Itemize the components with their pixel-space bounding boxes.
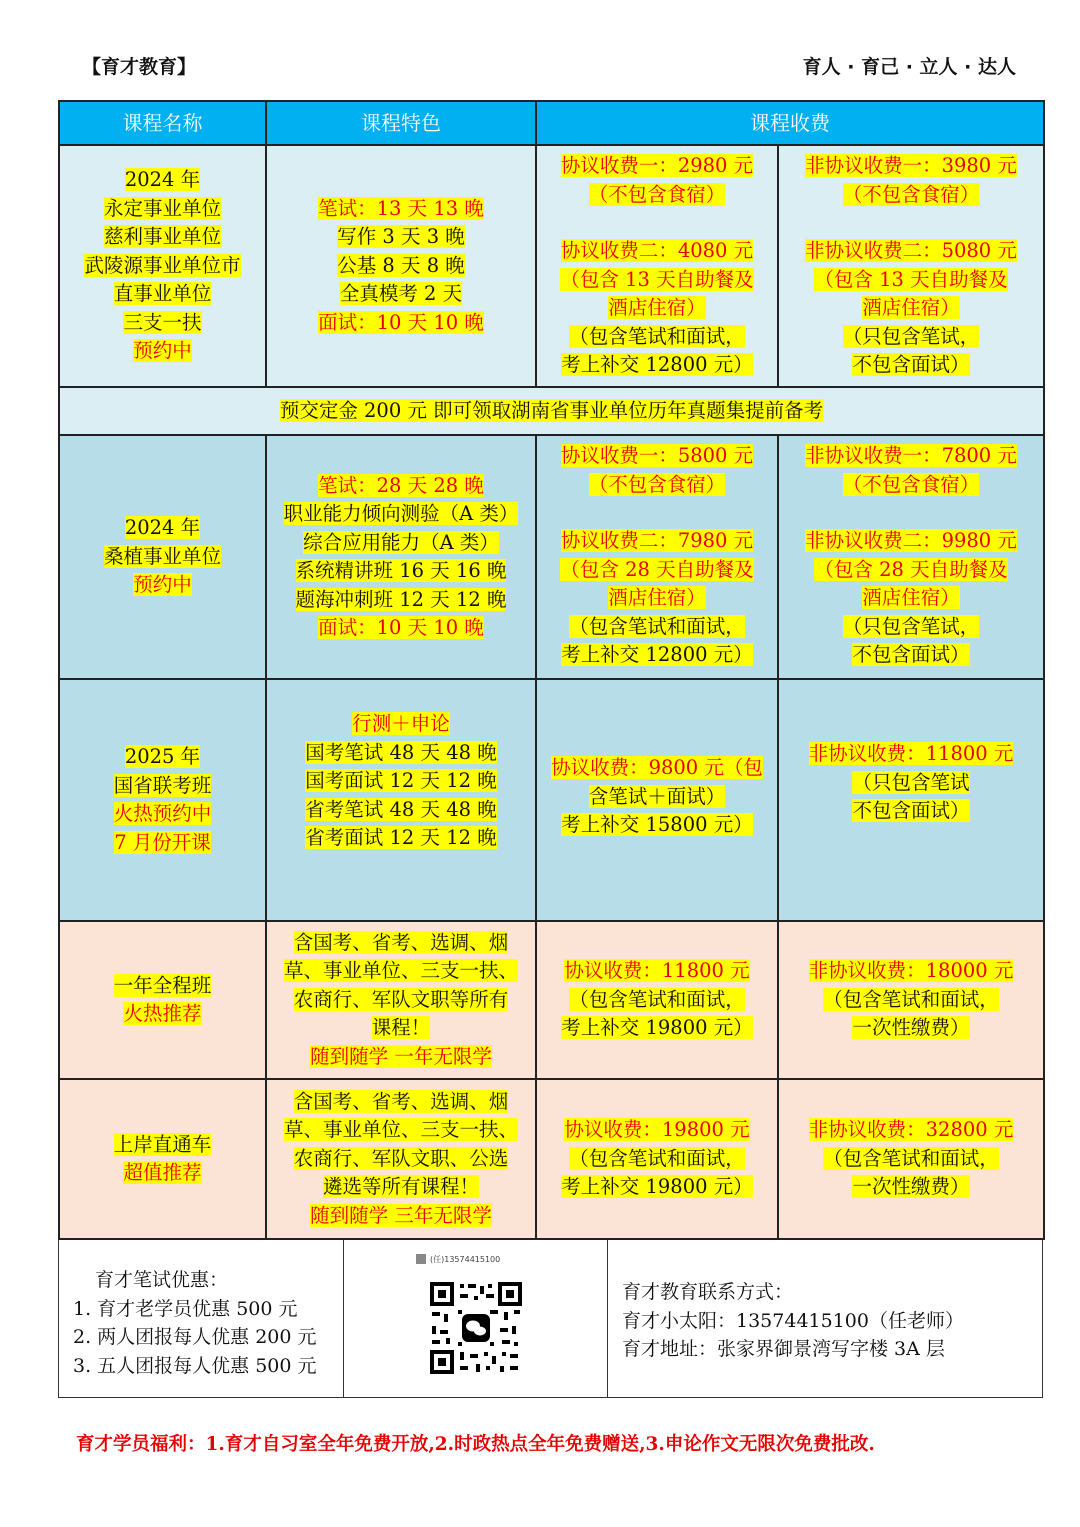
fee-non-agreement-cell: 非协议收费：11800 元 （只包含笔试 不包含面试） xyxy=(778,679,1044,921)
course-feature-cell: 行测＋申论 国考笔试 48 天 48 晚 国考面试 12 天 12 晚 省考笔试 48 天 48 晚 省考面试 12 天 12 晚 xyxy=(266,679,536,921)
discount-item: 2. 两人团报每人优惠 200 元 xyxy=(73,1326,317,1348)
brand-label: 【育才教育】 xyxy=(82,56,197,78)
course-name-cell: 2024 年 永定事业单位 慈利事业单位 武陵源事业单位市 直事业单位 三支一扶 预约中 xyxy=(59,145,266,387)
table-row xyxy=(59,921,1044,1079)
course-name-cell: 2024 年 桑植事业单位 预约中 xyxy=(59,435,266,679)
avatar xyxy=(416,1254,426,1264)
footer-info-panel xyxy=(58,1240,1043,1398)
deposit-notice: 预交定金 200 元 即可领取湖南省事业单位历年真题集提前备考 xyxy=(59,387,1044,435)
course-name-cell: 上岸直通车 超值推荐 xyxy=(59,1079,266,1239)
table-row xyxy=(59,145,1044,387)
table-row xyxy=(59,679,1044,921)
contact-title: 育才教育联系方式： xyxy=(622,1281,794,1303)
status-badge: 火热推荐 xyxy=(123,1002,202,1025)
discount-item: 3. 五人团报每人优惠 500 元 xyxy=(73,1354,317,1377)
motto-label: 育人 · 育己 · 立人 · 达人 xyxy=(802,56,1016,78)
table-row xyxy=(59,435,1044,679)
fee-non-agreement-cell: 非协议收费：18000 元 （包含笔试和面试， 一次性缴费） xyxy=(778,921,1044,1079)
fee-non-agreement-cell: 非协议收费：32800 元 （包含笔试和面试， 一次性缴费） xyxy=(778,1079,1044,1239)
contact-phone: 育才小太阳：13574415100（任老师） xyxy=(622,1309,964,1332)
course-name-cell: 一年全程班 火热推荐 xyxy=(59,921,266,1079)
status-badge: 超值推荐 xyxy=(123,1161,202,1184)
student-welfare-text: 育才学员福利：1.育才自习室全年免费开放,2.时政热点全年免费赠送,3.申论作文无限次免费批改. xyxy=(76,1434,875,1455)
discount-title: 育才笔试优惠： xyxy=(95,1269,229,1291)
contact-section xyxy=(608,1240,1042,1397)
qr-caption: (任)13574415100 xyxy=(430,1255,501,1264)
discount-section xyxy=(59,1240,344,1397)
status-badge: 预约中 xyxy=(133,573,192,597)
fee-agreement-cell: 协议收费一：5800 元 （不包含食宿） 协议收费二：7980 元 （包含 28 天自助餐及 酒店住宿） （包含笔试和面试， 考上补交 12800 元） xyxy=(536,435,778,679)
course-feature-cell: 含国考、省考、选调、烟 草、事业单位、三支一扶、 农商行、军队文职、公选 遴选等所有课程！ 随到随学 三年无限学 xyxy=(266,1079,536,1239)
fee-agreement-cell: 协议收费一：2980 元 （不包含食宿） 协议收费二：4080 元 （包含 13 天自助餐及 酒店住宿） （包含笔试和面试， 考上补交 12800 元） xyxy=(536,145,778,387)
course-table xyxy=(58,100,1045,1240)
status-badge: 火热预约中 xyxy=(113,802,212,825)
table-row xyxy=(59,1079,1044,1239)
fee-non-agreement-cell: 非协议收费一：3980 元 （不包含食宿） 非协议收费二：5080 元 （包含 13 天自助餐及 酒店住宿） （只包含笔试， 不包含面试） xyxy=(778,145,1044,387)
course-feature-cell: 含国考、省考、选调、烟 草、事业单位、三支一扶、 农商行、军队文职等所有 课程！ 随到随学 一年无限学 xyxy=(266,921,536,1079)
deposit-notice-row xyxy=(59,387,1044,435)
discount-item: 1. 育才老学员优惠 500 元 xyxy=(73,1297,298,1320)
status-badge: 预约中 xyxy=(133,339,192,363)
fee-non-agreement-cell: 非协议收费一：7800 元 （不包含食宿） 非协议收费二：9980 元 （包含 28 天自助餐及 酒店住宿） （只包含笔试， 不包含面试） xyxy=(778,435,1044,679)
header-course-fee: 课程收费 xyxy=(536,101,1044,145)
fee-agreement-cell: 协议收费：19800 元 （包含笔试和面试， 考上补交 19800 元） xyxy=(536,1079,778,1239)
qr-section xyxy=(344,1240,608,1397)
header-course-name: 课程名称 xyxy=(59,101,266,145)
qr-code-icon[interactable] xyxy=(430,1282,522,1374)
fee-agreement-cell: 协议收费：11800 元 （包含笔试和面试， 考上补交 19800 元） xyxy=(536,921,778,1079)
course-name-cell: 2025 年 国省联考班 火热预约中 7 月份开课 xyxy=(59,679,266,921)
contact-address: 育才地址：张家界御景湾写字楼 3A 层 xyxy=(622,1338,945,1360)
course-feature-cell: 笔试：13 天 13 晚 写作 3 天 3 晚 公基 8 天 8 晚 全真模考 2 天 面试：10 天 10 晚 xyxy=(266,145,536,387)
start-date-badge: 7 月份开课 xyxy=(114,830,211,854)
header-course-feature: 课程特色 xyxy=(266,101,536,145)
page-header xyxy=(0,52,1080,82)
course-feature-cell: 笔试：28 天 28 晚 职业能力倾向测验（A 类） 综合应用能力（A 类） 系统精讲班 16 天 16 晚 题海冲刺班 12 天 12 晚 面试：10 天 10 晚 xyxy=(266,435,536,679)
table-header-row xyxy=(59,101,1044,145)
fee-agreement-cell: 协议收费：9800 元（包 含笔试＋面试） 考上补交 15800 元） xyxy=(536,679,778,921)
